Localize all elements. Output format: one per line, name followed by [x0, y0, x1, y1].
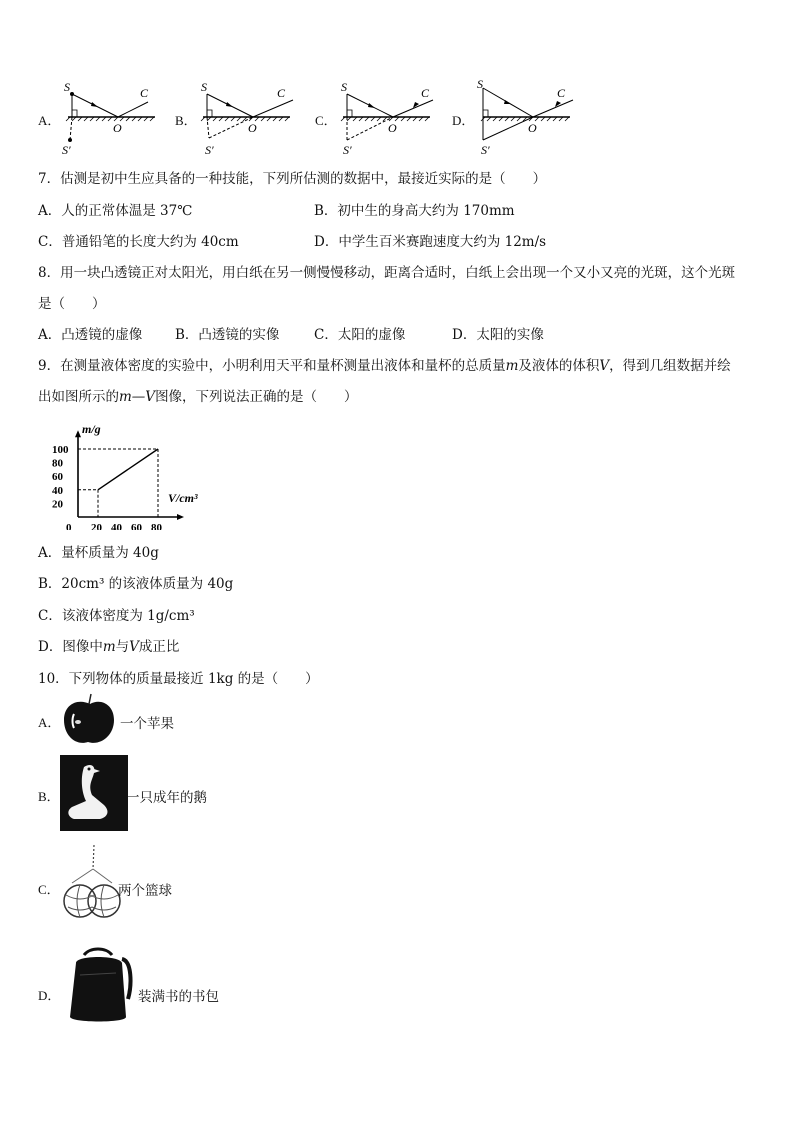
apple-image — [60, 692, 120, 748]
q7-option-d[interactable]: D．中学生百米赛跑速度大约为 12m/s — [314, 234, 547, 250]
q6-a-label-s: S — [64, 80, 70, 94]
q6-option-b-diagram — [195, 80, 305, 160]
chart-x-tick-label: 40 — [111, 522, 122, 530]
q6-option-b-letter[interactable]: B． — [175, 113, 197, 128]
q10-option-a-letter[interactable]: A． — [38, 715, 61, 730]
goose-image — [60, 755, 128, 831]
q6-a-label-c: C — [140, 86, 149, 100]
basketballs-image — [60, 843, 124, 923]
chart-y-tick-label: 40 — [52, 484, 63, 497]
q9-stem-line2: 出如图所示的m—V图像，下列说法正确的是（ ） — [38, 389, 358, 405]
q6-b-label-s: S — [201, 80, 207, 94]
q6-a-label-sprime: S′ — [62, 143, 71, 157]
chart-y-tick-label: 80 — [52, 457, 63, 470]
q6-d-label-o: O — [528, 121, 537, 135]
chart-x-tick-label: 0 — [66, 522, 72, 530]
q6-b-label-c: C — [277, 86, 286, 100]
q9-mv-chart — [44, 420, 214, 530]
q6-option-a-letter[interactable]: A． — [38, 113, 61, 128]
chart-y-tick-label: 100 — [52, 444, 69, 456]
q6-option-d-letter[interactable]: D． — [452, 113, 475, 128]
q6-d-label-s: S — [477, 80, 483, 91]
chart-series-line — [98, 449, 158, 490]
q7-option-a[interactable]: A．人的正常体温是 37℃ — [38, 203, 193, 219]
chart-x-tick-label: 80 — [151, 522, 162, 530]
q9-option-b[interactable]: B．20cm³ 的该液体质量为 40g — [38, 576, 234, 592]
q6-d-label-sprime: S′ — [481, 143, 490, 157]
chart-y-tick-label: 60 — [52, 471, 63, 484]
q10-option-b-text[interactable]: 一只成年的鹅 — [126, 790, 207, 806]
q9-option-a[interactable]: A．量杯质量为 40g — [38, 545, 159, 561]
q6-b-label-o: O — [248, 121, 257, 135]
q6-a-label-o: O — [113, 121, 122, 135]
q7-option-b[interactable]: B．初中生的身高大约为 170mm — [314, 203, 515, 219]
backpack-image — [66, 945, 136, 1025]
q8-option-a[interactable]: A．凸透镜的虚像 — [38, 327, 143, 343]
chart-ylabel: m/g — [82, 422, 101, 436]
q10-option-c-text[interactable]: 两个篮球 — [118, 883, 172, 899]
q8-stem-line1: 8．用一块凸透镜正对太阳光，用白纸在另一侧慢慢移动，距离合适时，白纸上会出现一个又小又亮的光斑，这个光斑 — [38, 265, 736, 281]
q6-option-a-diagram — [60, 80, 170, 160]
q6-c-label-s: S — [341, 80, 347, 94]
chart-y-tick-label: 20 — [52, 498, 63, 511]
q9-option-d[interactable]: D．图像中m与V成正比 — [38, 639, 180, 655]
q10-option-c-letter[interactable]: C． — [38, 882, 60, 897]
q6-b-label-sprime: S′ — [205, 143, 214, 157]
q8-option-b[interactable]: B．凸透镜的实像 — [175, 327, 280, 343]
q7-option-c[interactable]: C．普通铅笔的长度大约为 40cm — [38, 234, 239, 250]
q7-stem: 7．估测是初中生应具备的一种技能，下列所估测的数据中，最接近实际的是（ ） — [38, 171, 547, 187]
chart-x-arrow — [177, 514, 184, 520]
q8-stem-line2: 是（ ） — [38, 296, 106, 312]
q10-option-a-text[interactable]: 一个苹果 — [120, 716, 174, 732]
q9-stem-line1: 9．在测量液体密度的实验中，小明利用天平和量杯测量出液体和量杯的总质量m及液体的体积V，得到几组数据并绘 — [38, 358, 731, 374]
q10-option-b-letter[interactable]: B． — [38, 789, 60, 804]
q10-stem: 10．下列物体的质量最接近 1kg 的是（ ） — [38, 671, 319, 687]
q6-option-c-diagram — [335, 80, 445, 160]
chart-x-tick-label: 20 — [91, 522, 102, 530]
q6-c-label-c: C — [421, 86, 430, 100]
q6-c-label-o: O — [388, 121, 397, 135]
chart-x-tick-label: 60 — [131, 522, 142, 530]
q8-option-c[interactable]: C．太阳的虚像 — [314, 327, 406, 343]
q6-option-c-letter[interactable]: C． — [315, 113, 337, 128]
q8-option-d[interactable]: D．太阳的实像 — [452, 327, 544, 343]
q6-option-d-diagram — [475, 80, 585, 160]
chart-y-arrow — [75, 430, 81, 437]
q10-option-d-text[interactable]: 装满书的书包 — [138, 989, 219, 1005]
q10-option-d-letter[interactable]: D． — [38, 988, 61, 1003]
q6-c-label-sprime: S′ — [343, 143, 352, 157]
q6-d-label-c: C — [557, 86, 566, 100]
chart-xlabel: V/cm³ — [168, 491, 198, 505]
q9-option-c[interactable]: C．该液体密度为 1g/cm³ — [38, 608, 195, 624]
